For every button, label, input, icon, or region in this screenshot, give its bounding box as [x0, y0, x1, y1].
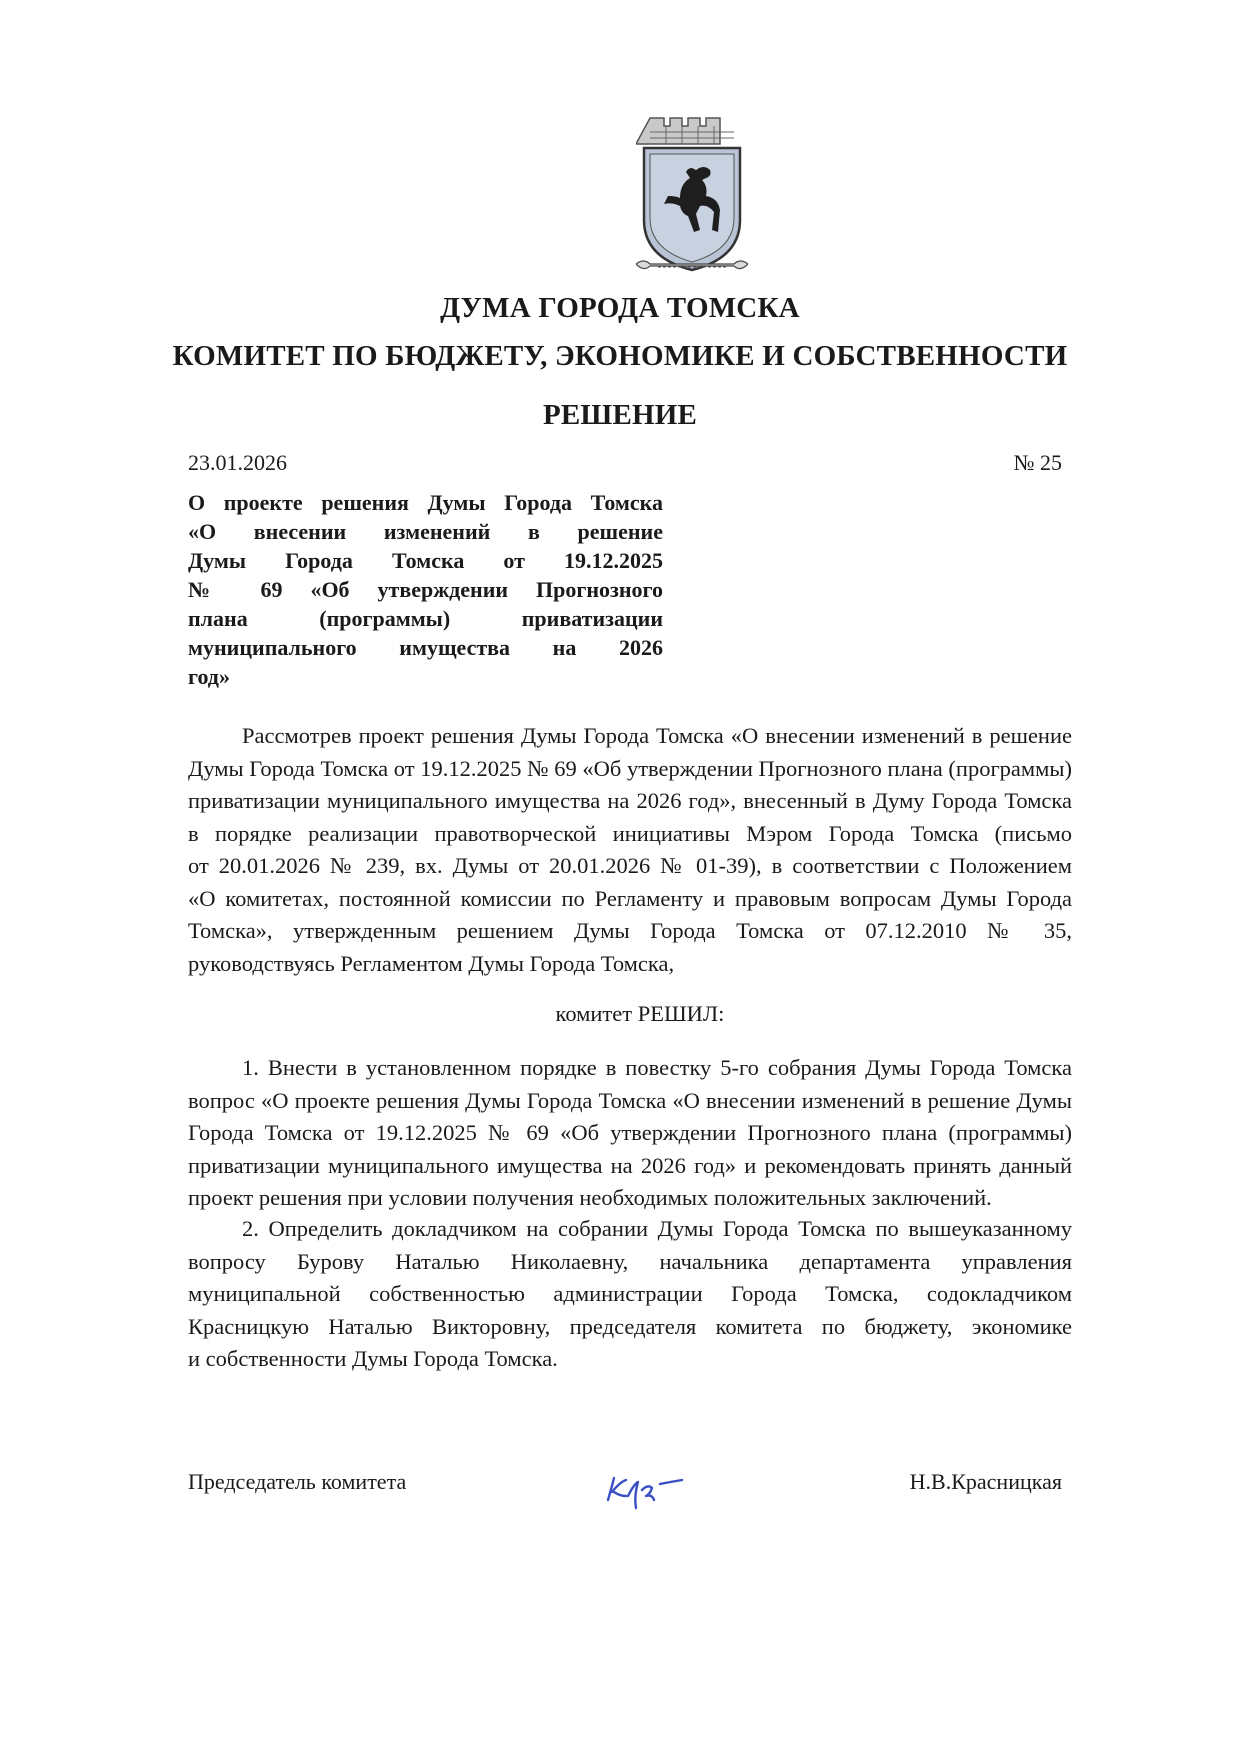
paragraph-line: муниципальной собственностью администрации Города Томска, содокладчиком: [188, 1281, 1072, 1306]
decision-date: 23.01.2026: [188, 450, 287, 475]
subject-line: О проекте решения Думы Города Томска: [188, 490, 663, 515]
decision-item-2: [188, 1213, 1072, 1376]
subject-line: Думы Города Томска от 19.12.2025: [188, 548, 663, 573]
paragraph-line: проект решения при условии получения необходимых положительных заключений.: [188, 1185, 992, 1210]
paragraph-line: 2. Определить докладчиком на собрании Думы Города Томска по вышеуказанному: [242, 1216, 1072, 1241]
signatory-name: Н.В.Красницкая: [909, 1469, 1062, 1494]
paragraph-line: от 20.01.2026 № 239, вх. Думы от 20.01.2026 № 01-39), в соответствии с Положением: [188, 853, 1072, 878]
paragraph-line: приватизации муниципального имущества на 2026 год» и рекомендовать принять данный: [188, 1152, 1072, 1178]
paragraph-line: Красницкую Наталью Викторовну, председателя комитета по бюджету, экономике: [188, 1313, 1072, 1339]
paragraph-line: вопросу Бурову Наталью Николаевну, начальника департамента управления: [188, 1248, 1072, 1274]
paragraph-line: 1. Внести в установленном порядке в повестку 5-го собрания Думы Города Томска: [242, 1055, 1072, 1080]
decision-number: № 25: [1013, 450, 1062, 475]
doc-type-title: РЕШЕНИЕ: [542, 399, 698, 431]
handwritten-signature-icon: [598, 1462, 692, 1522]
resolved-heading: комитет РЕШИЛ:: [555, 1001, 725, 1026]
paragraph-line: в порядке реализации правотворческой инициативы Мэром Города Томска (письмо: [188, 820, 1072, 846]
paragraph-line: Думы Города Томска от 19.12.2025 № 69 «Об утверждении Прогнозного плана (программы): [188, 755, 1072, 781]
paragraph-line: «О комитетах, постоянной комиссии по Регламенту и правовым вопросам Думы Города: [188, 885, 1072, 911]
subject-line: год»: [188, 664, 230, 689]
subject-line: муниципального имущества на 2026: [188, 635, 663, 660]
tomsk-coat-of-arms-icon: [636, 112, 748, 282]
paragraph-line: вопрос «О проекте решения Думы Города Томска «О внесении изменений в решение Думы: [188, 1087, 1072, 1113]
preamble-paragraph: [188, 720, 1072, 980]
paragraph-line: и собственности Думы Города Томска.: [188, 1346, 558, 1371]
paragraph-line: руководствуясь Регламентом Думы Города Томска,: [188, 950, 675, 976]
subject-line: № 69 «Об утверждении Прогнозного: [188, 577, 663, 602]
paragraph-line: приватизации муниципального имущества на 2026 год», внесенный в Думу Города Томска: [188, 788, 1072, 813]
paragraph-line: Томска», утвержденным решением Думы Города Томска от 07.12.2010 № 35,: [188, 918, 1072, 943]
paragraph-line: Города Томска от 19.12.2025 № 69 «Об утверждении Прогнозного плана (программы): [188, 1120, 1072, 1145]
paragraph-line: Рассмотрев проект решения Думы Города Томска «О внесении изменений в решение: [242, 723, 1072, 748]
signatory-role: Председатель комитета: [188, 1469, 407, 1494]
committee-title: КОМИТЕТ ПО БЮДЖЕТУ, ЭКОНОМИКЕ И СОБСТВЕННОСТИ: [172, 340, 1068, 372]
subject-line: плана (программы) приватизации: [188, 606, 663, 631]
subject-line: «О внесении изменений в решение: [188, 519, 663, 544]
decision-subject: [188, 488, 663, 691]
decision-item-1: [188, 1052, 1072, 1215]
org-title: ДУМА ГОРОДА ТОМСКА: [440, 292, 800, 324]
